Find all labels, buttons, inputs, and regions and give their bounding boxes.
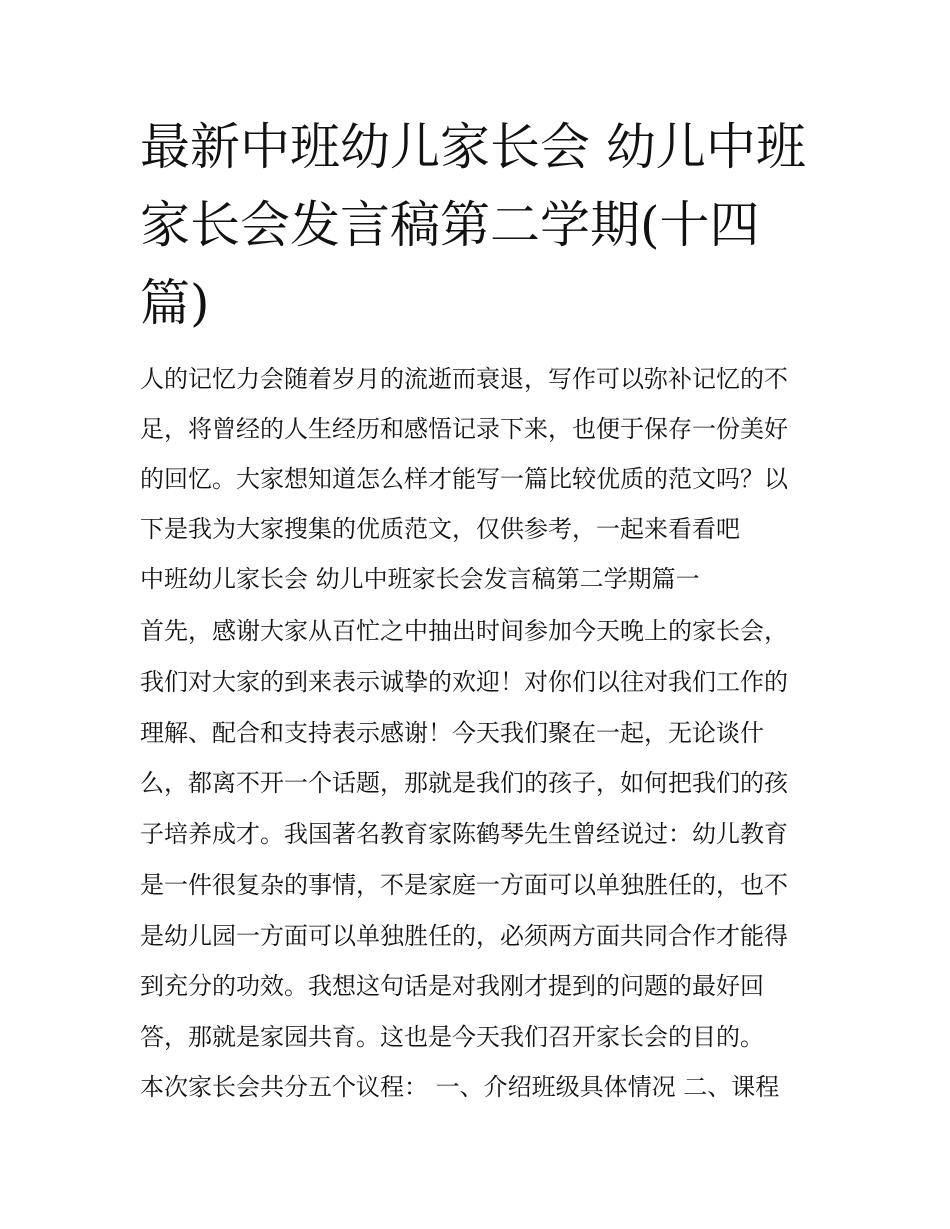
paragraph-line: 下是我为大家搜集的优质范文，仅供参考，一起来看看吧 [140,515,740,543]
paragraph-line: 的回忆。大家想知道怎么样才能写一篇比较优质的范文吗？以 [140,465,788,493]
document-title: 最新中班幼儿家长会 幼儿中班家长会发言稿第二学期(十四篇) [140,118,806,332]
paragraph-line: 我们对大家的到来表示诚挚的欢迎！对你们以往对我们工作的 [140,668,788,696]
paragraph-line: 到充分的功效。我想这句话是对我刚才提到的问题的最好回 [140,972,764,1000]
paragraph-line: 答，那就是家园共育。这也是今天我们召开家长会的目的。 [140,1023,764,1051]
paragraph-line: 子培养成才。我国著名教育家陈鹤琴先生曾经说过：幼儿教育 [140,820,788,848]
paragraph-line: 本次家长会共分五个议程： 一、介绍班级具体情况 二、课程 [140,1073,780,1101]
paragraph-line: 足，将曾经的人生经历和感悟记录下来，也便于保存一份美好 [140,415,788,443]
paragraph-line: 人的记忆力会随着岁月的流逝而衰退，写作可以弥补记忆的不 [140,365,788,393]
paragraph-line: 理解、配合和支持表示感谢！今天我们聚在一起，无论谈什 [140,719,764,747]
paragraph-line: 是一件很复杂的事情，不是家庭一方面可以单独胜任的，也不 [140,871,788,899]
section-heading: 中班幼儿家长会 幼儿中班家长会发言稿第二学期篇一 [140,565,700,593]
paragraph-line: 是幼儿园一方面可以单独胜任的，必须两方面共同合作才能得 [140,922,788,950]
paragraph-line: 么，都离不开一个话题，那就是我们的孩子，如何把我们的孩 [140,769,788,797]
paragraph-line: 首先，感谢大家从百忙之中抽出时间参加今天晚上的家长会， [140,617,788,645]
